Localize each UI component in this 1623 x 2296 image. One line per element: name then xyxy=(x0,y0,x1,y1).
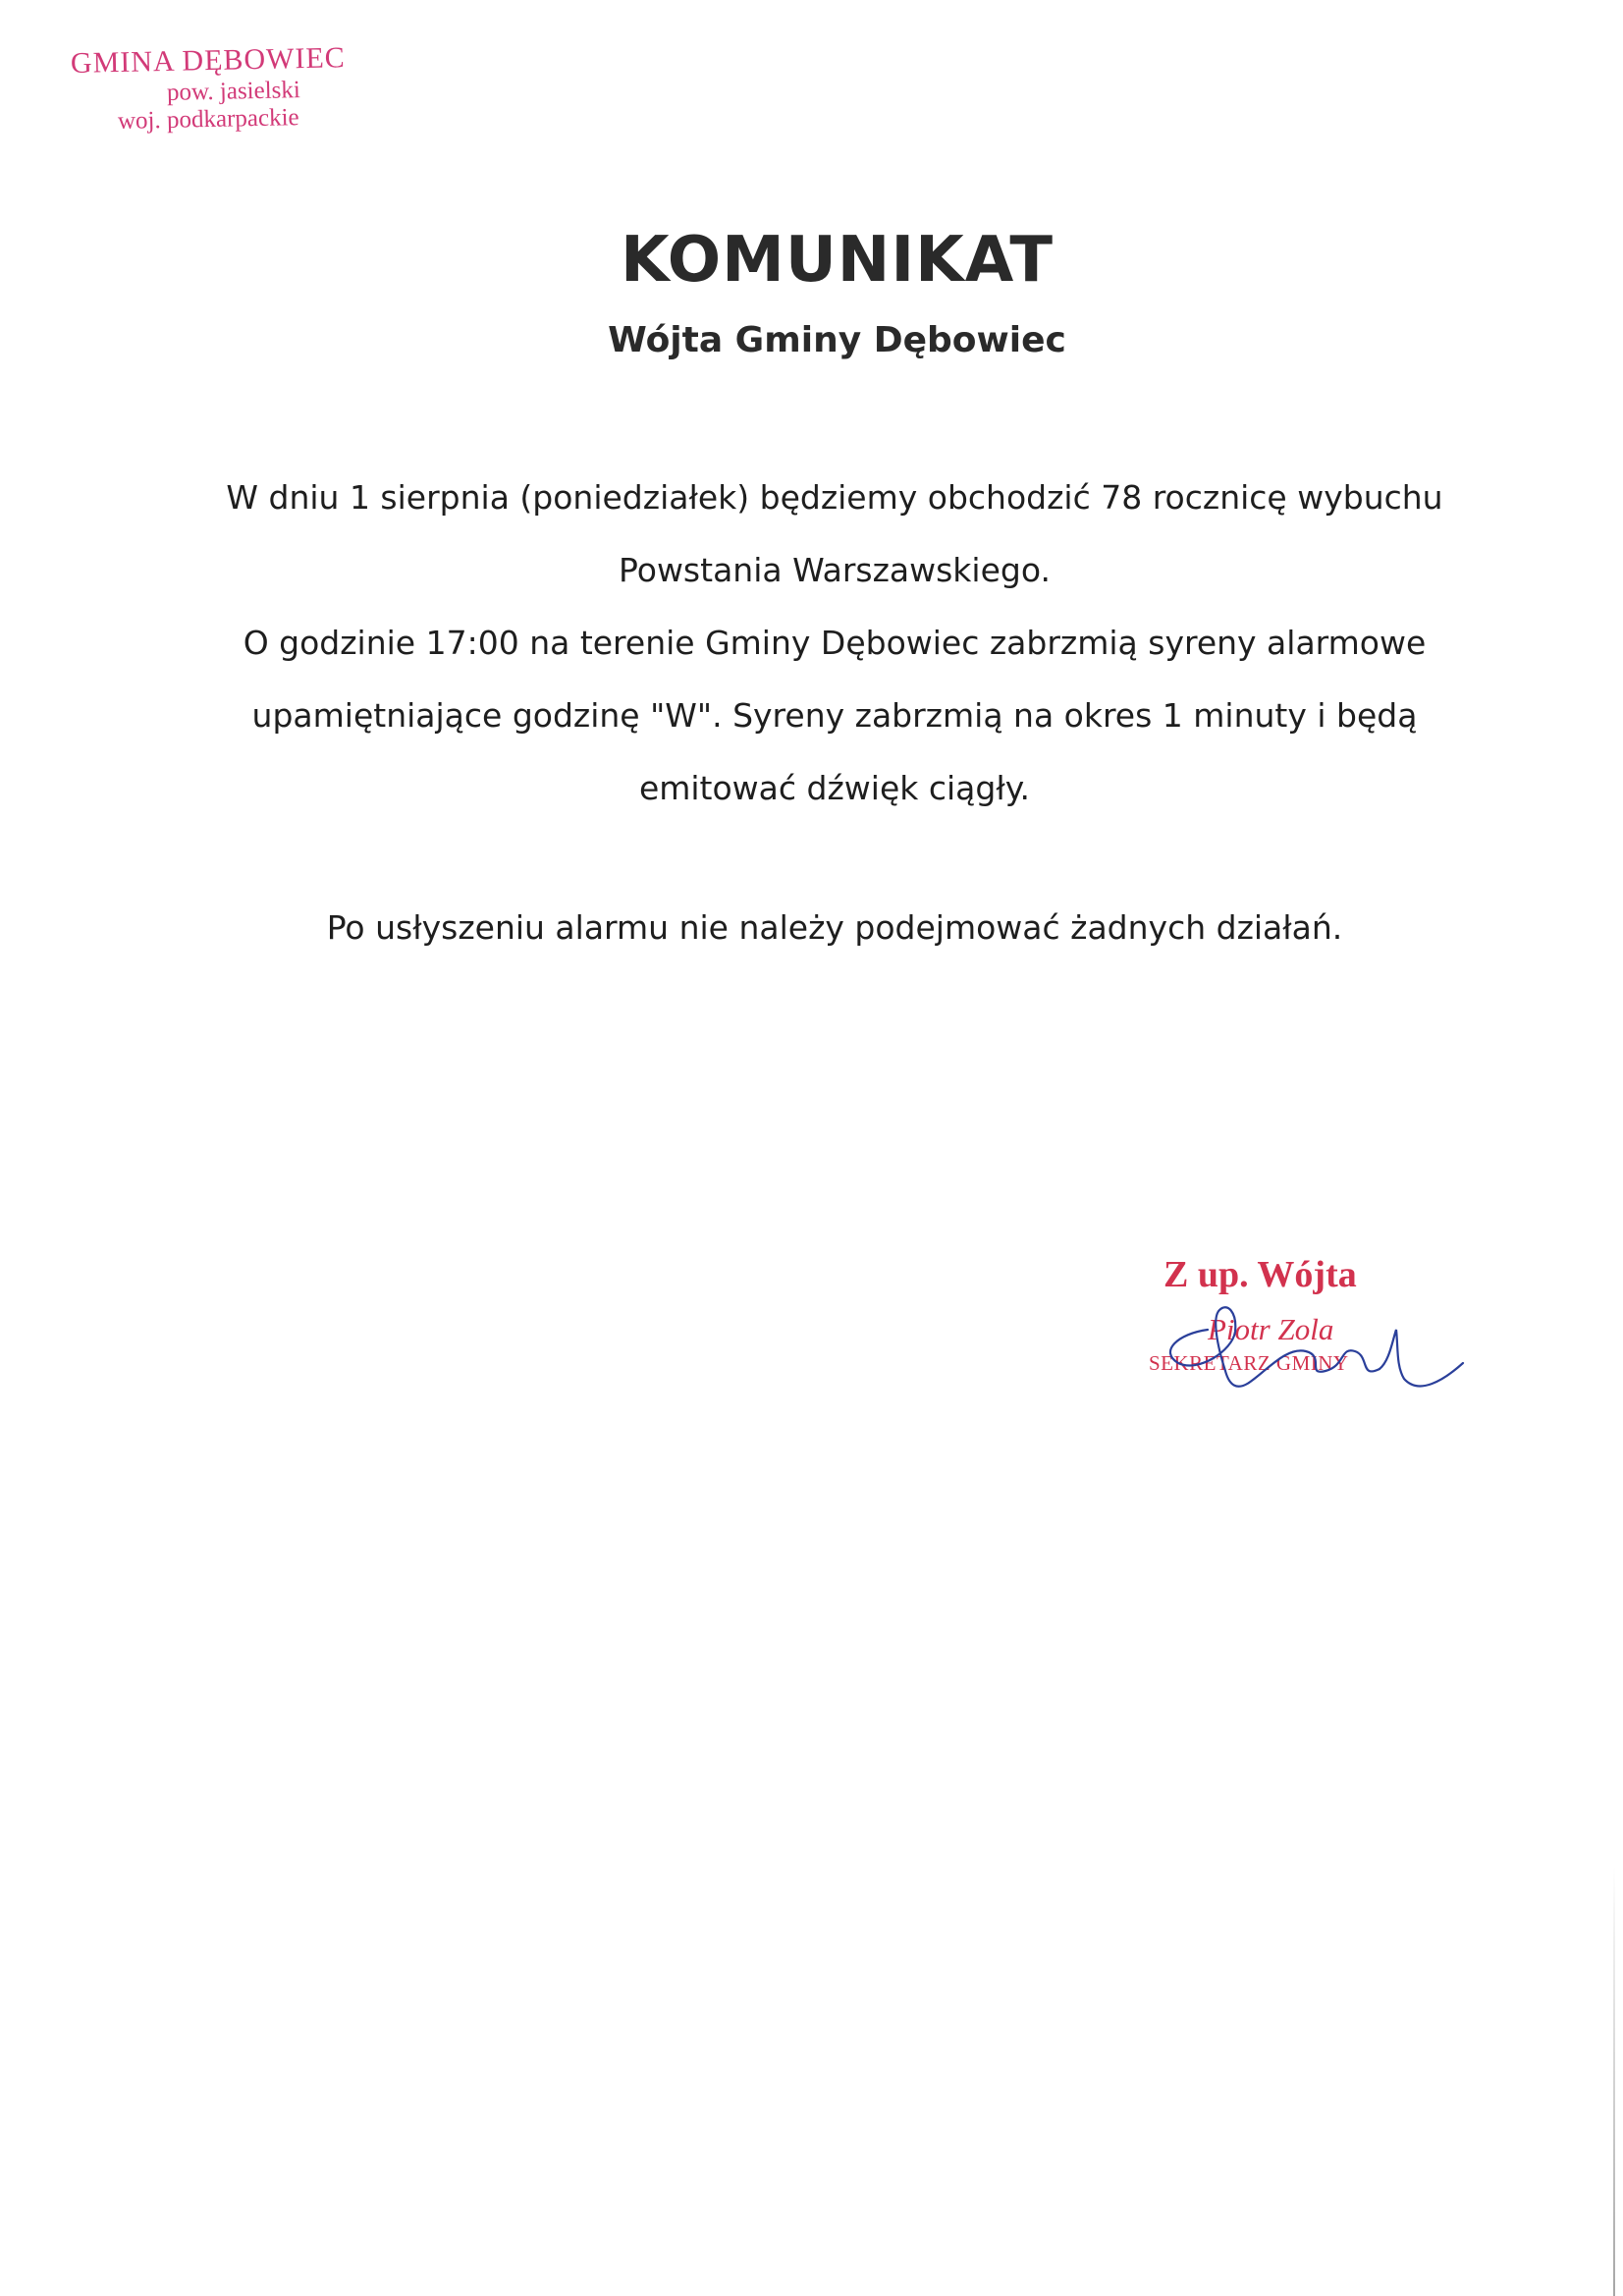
signature-stamp xyxy=(1139,1253,1473,1410)
stamp-municipality-name: GMINA DĘBOWIEC xyxy=(70,41,347,80)
municipality-header-stamp xyxy=(70,41,385,137)
body-line-3: O godzinie 17:00 na terenie Gminy Dębowiec zabrzmią syreny alarmowe xyxy=(243,624,1427,662)
body-line-1: W dniu 1 sierpnia (poniedziałek) będziemy obchodzić 78 rocznicę wybuchu xyxy=(226,478,1443,517)
announcement-body xyxy=(196,462,1473,825)
document-subtitle: Wójta Gminy Dębowiec xyxy=(608,320,1066,360)
handwritten-signature xyxy=(1139,1253,1473,1410)
signature-position: SEKRETARZ GMINY xyxy=(1149,1351,1349,1375)
scan-edge-shadow xyxy=(1613,1866,1615,2296)
signature-on-behalf: Z up. Wójta xyxy=(1163,1254,1357,1295)
stamp-county: pow. jasielski xyxy=(166,76,301,106)
document-title: KOMUNIKAT xyxy=(621,224,1054,297)
body-line-2: Powstania Warszawskiego. xyxy=(619,551,1051,589)
stamp-voivodeship: woj. podkarpackie xyxy=(117,104,299,136)
closing-statement: Po usłyszeniu alarmu nie należy podejmować żadnych działań. xyxy=(326,908,1343,947)
body-line-4: upamiętniające godzinę "W". Syreny zabrzmią na okres 1 minuty i będą xyxy=(251,696,1418,735)
body-line-5: emitować dźwięk ciągły. xyxy=(638,769,1031,807)
signature-name: Piotr Zola xyxy=(1208,1312,1334,1346)
